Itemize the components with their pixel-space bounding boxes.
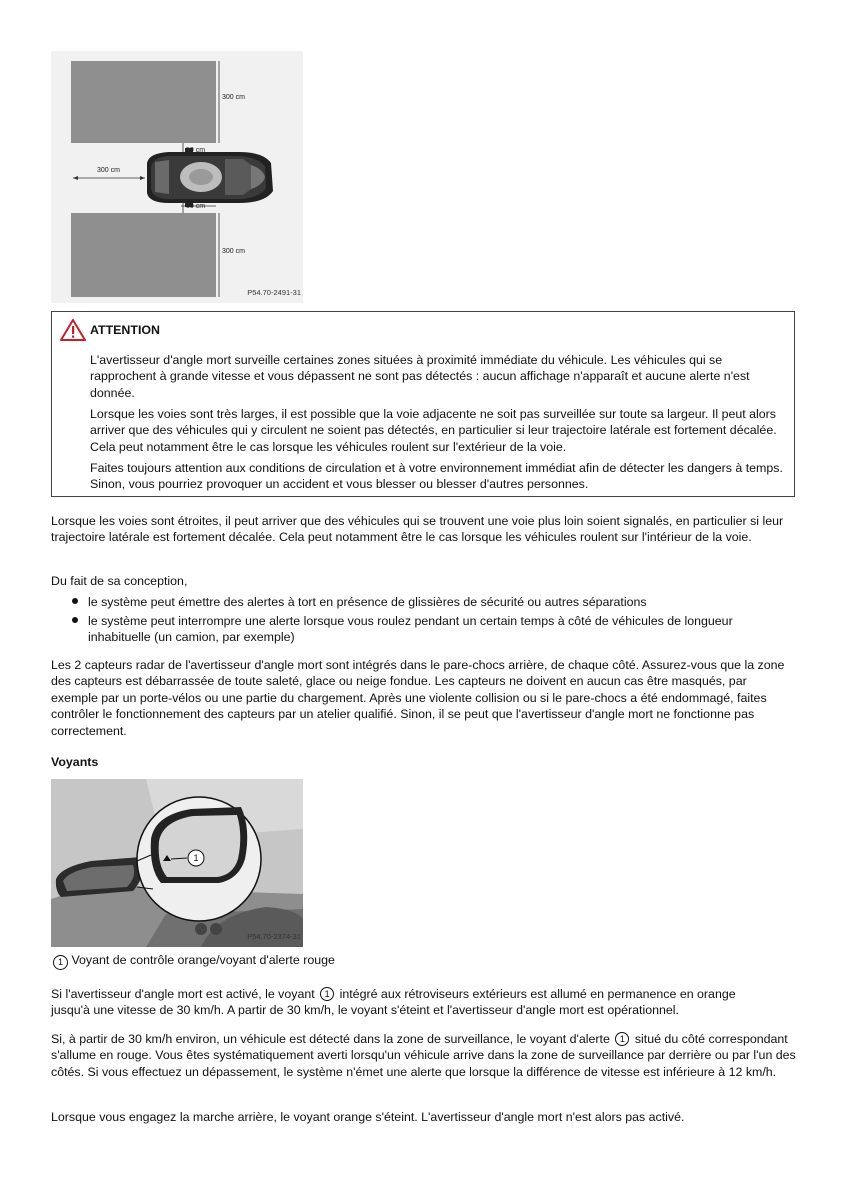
attention-paragraph: Lorsque les voies sont très larges, il est possible que la voie adjacente ne soit pas surveillée sur toute sa largeur. Il peut alors arriver que des véhicules qui y circulent ne soient pas détectés, en particulier si leur trajectoire latérale est fortement décalée. Cela peut notamment être le cas lorsque les véhicules roulent sur l'extérieur de la voie. <box>90 407 777 454</box>
dimension-label-50-bottom: 50 cm <box>186 203 206 210</box>
dimension-label-300-bottom: 300 cm <box>222 248 245 255</box>
attention-paragraph: L'avertisseur d'angle mort surveille certaines zones situées à proximité immédiate du véhicule. Les véhicules qui se rapprochent à grande vitesse et vous dépassent ne sont pas détectés : aucun affichage n'apparaît et aucune alerte n'est donnée. <box>90 353 750 400</box>
mirror-indicator-figure <box>51 779 303 947</box>
text-run: Si, à partir de 30 km/h environ, un véhicule est détecté dans la zone de surveillance, le voyant d'alerte <box>51 1032 610 1046</box>
body-paragraph: Lorsque vous engagez la marche arrière, le voyant orange s'éteint. L'avertisseur d'angle mort n'est alors pas activé. <box>51 1110 685 1124</box>
body-paragraph: Lorsque les voies sont étroites, il peut arriver que des véhicules qui se trouvent une voie plus loin soient signalés, en particulier si leur trajectoire latérale est fortement décalée. Cela peut notamment être le cas lorsque les véhicules roulent sur l'intérieur de la voie. <box>51 514 784 545</box>
warning-triangle-icon <box>60 319 86 341</box>
dimension-label-50-top: 50 cm <box>186 147 206 154</box>
car-top-view-icon <box>147 148 273 207</box>
bullet-dot <box>72 598 78 604</box>
body-paragraph <box>51 1031 796 1080</box>
figure-code: P54.70-2491-31 <box>247 287 301 297</box>
attention-title: ATTENTION <box>90 323 160 337</box>
mirror-illustration <box>51 779 303 947</box>
attention-paragraph: Faites toujours attention aux conditions de circulation et à votre environnement immédiat afin de détecter les dangers à temps. Sinon, vous pourriez provoquer un accident et vous blesser ou blesser d'autres personnes. <box>90 461 783 492</box>
dimension-label-300-left: 300 cm <box>97 167 120 174</box>
text-run: correspondant s'allume en rouge. Vous êtes systématiquement averti lorsqu'un véhicule arrive dans la zone de surveillance par derrière ou par l'un des côtés. Si vous effectuez un dépassement, le système n'émet une alerte que lorsque la différence de vitesse est inférieure à 12 km/h. <box>51 1032 796 1079</box>
dimension-label-300-top: 300 cm <box>222 94 245 101</box>
text-run: jusqu'à une vitesse de 30 km/h. A partir de 30 km/h, le voyant s'éteint et l'avertisseur d'angle mort est opérationnel. <box>51 1003 679 1018</box>
body-paragraph: Les 2 capteurs radar de l'avertisseur d'angle mort sont intégrés dans le pare-chocs arrière, de chaque côté. Assurez-vous que la zone des capteurs est débarrassée de toute saleté, glace ou neige fondue. Les capteurs ne doivent en aucun cas être masqués, par exemple par un porte-vélos ou une partie du chargement. Après une violente collision ou si le pare-chocs a été endommagé, faites contrôler le fonctionnement des capteurs par un atelier qualifié. Sinon, il se peut que l'avertisseur d'angle mort ne fonctionne pas correctement. <box>51 658 785 738</box>
callout-number-icon: 1 <box>320 987 334 1001</box>
section-heading: Voyants <box>51 755 99 769</box>
body-paragraph <box>51 986 796 1019</box>
attention-box <box>51 311 795 497</box>
bullet-dot <box>72 617 78 623</box>
figure-caption <box>53 952 335 970</box>
callout-marker-1: 1 <box>193 853 199 863</box>
text-run: situé du côté <box>634 1032 706 1046</box>
dimension-lines <box>51 51 303 303</box>
caption-text: Voyant de contrôle orange/voyant d'alerte rouge <box>71 953 335 967</box>
text-run: intégré aux rétroviseurs extérieurs est allumé en permanence en orange <box>339 987 736 1001</box>
bullet-item: le système peut interrompre une alerte lorsque vous roulez pendant un certain temps à côté de véhicules de longueur inhabituelle (un camion, par exemple) <box>88 614 733 645</box>
figure-code: P54.70-2374-31 <box>247 931 301 941</box>
bullet-item: le système peut émettre des alertes à tort en présence de glissières de sécurité ou autres séparations <box>88 595 647 609</box>
text-run: Si l'avertisseur d'angle mort est activé, le voyant <box>51 987 315 1001</box>
body-paragraph: Du fait de sa conception, <box>51 574 188 588</box>
blind-spot-zones-figure <box>51 51 303 303</box>
callout-number-icon: 1 <box>615 1032 629 1046</box>
callout-number-icon: 1 <box>53 955 68 970</box>
